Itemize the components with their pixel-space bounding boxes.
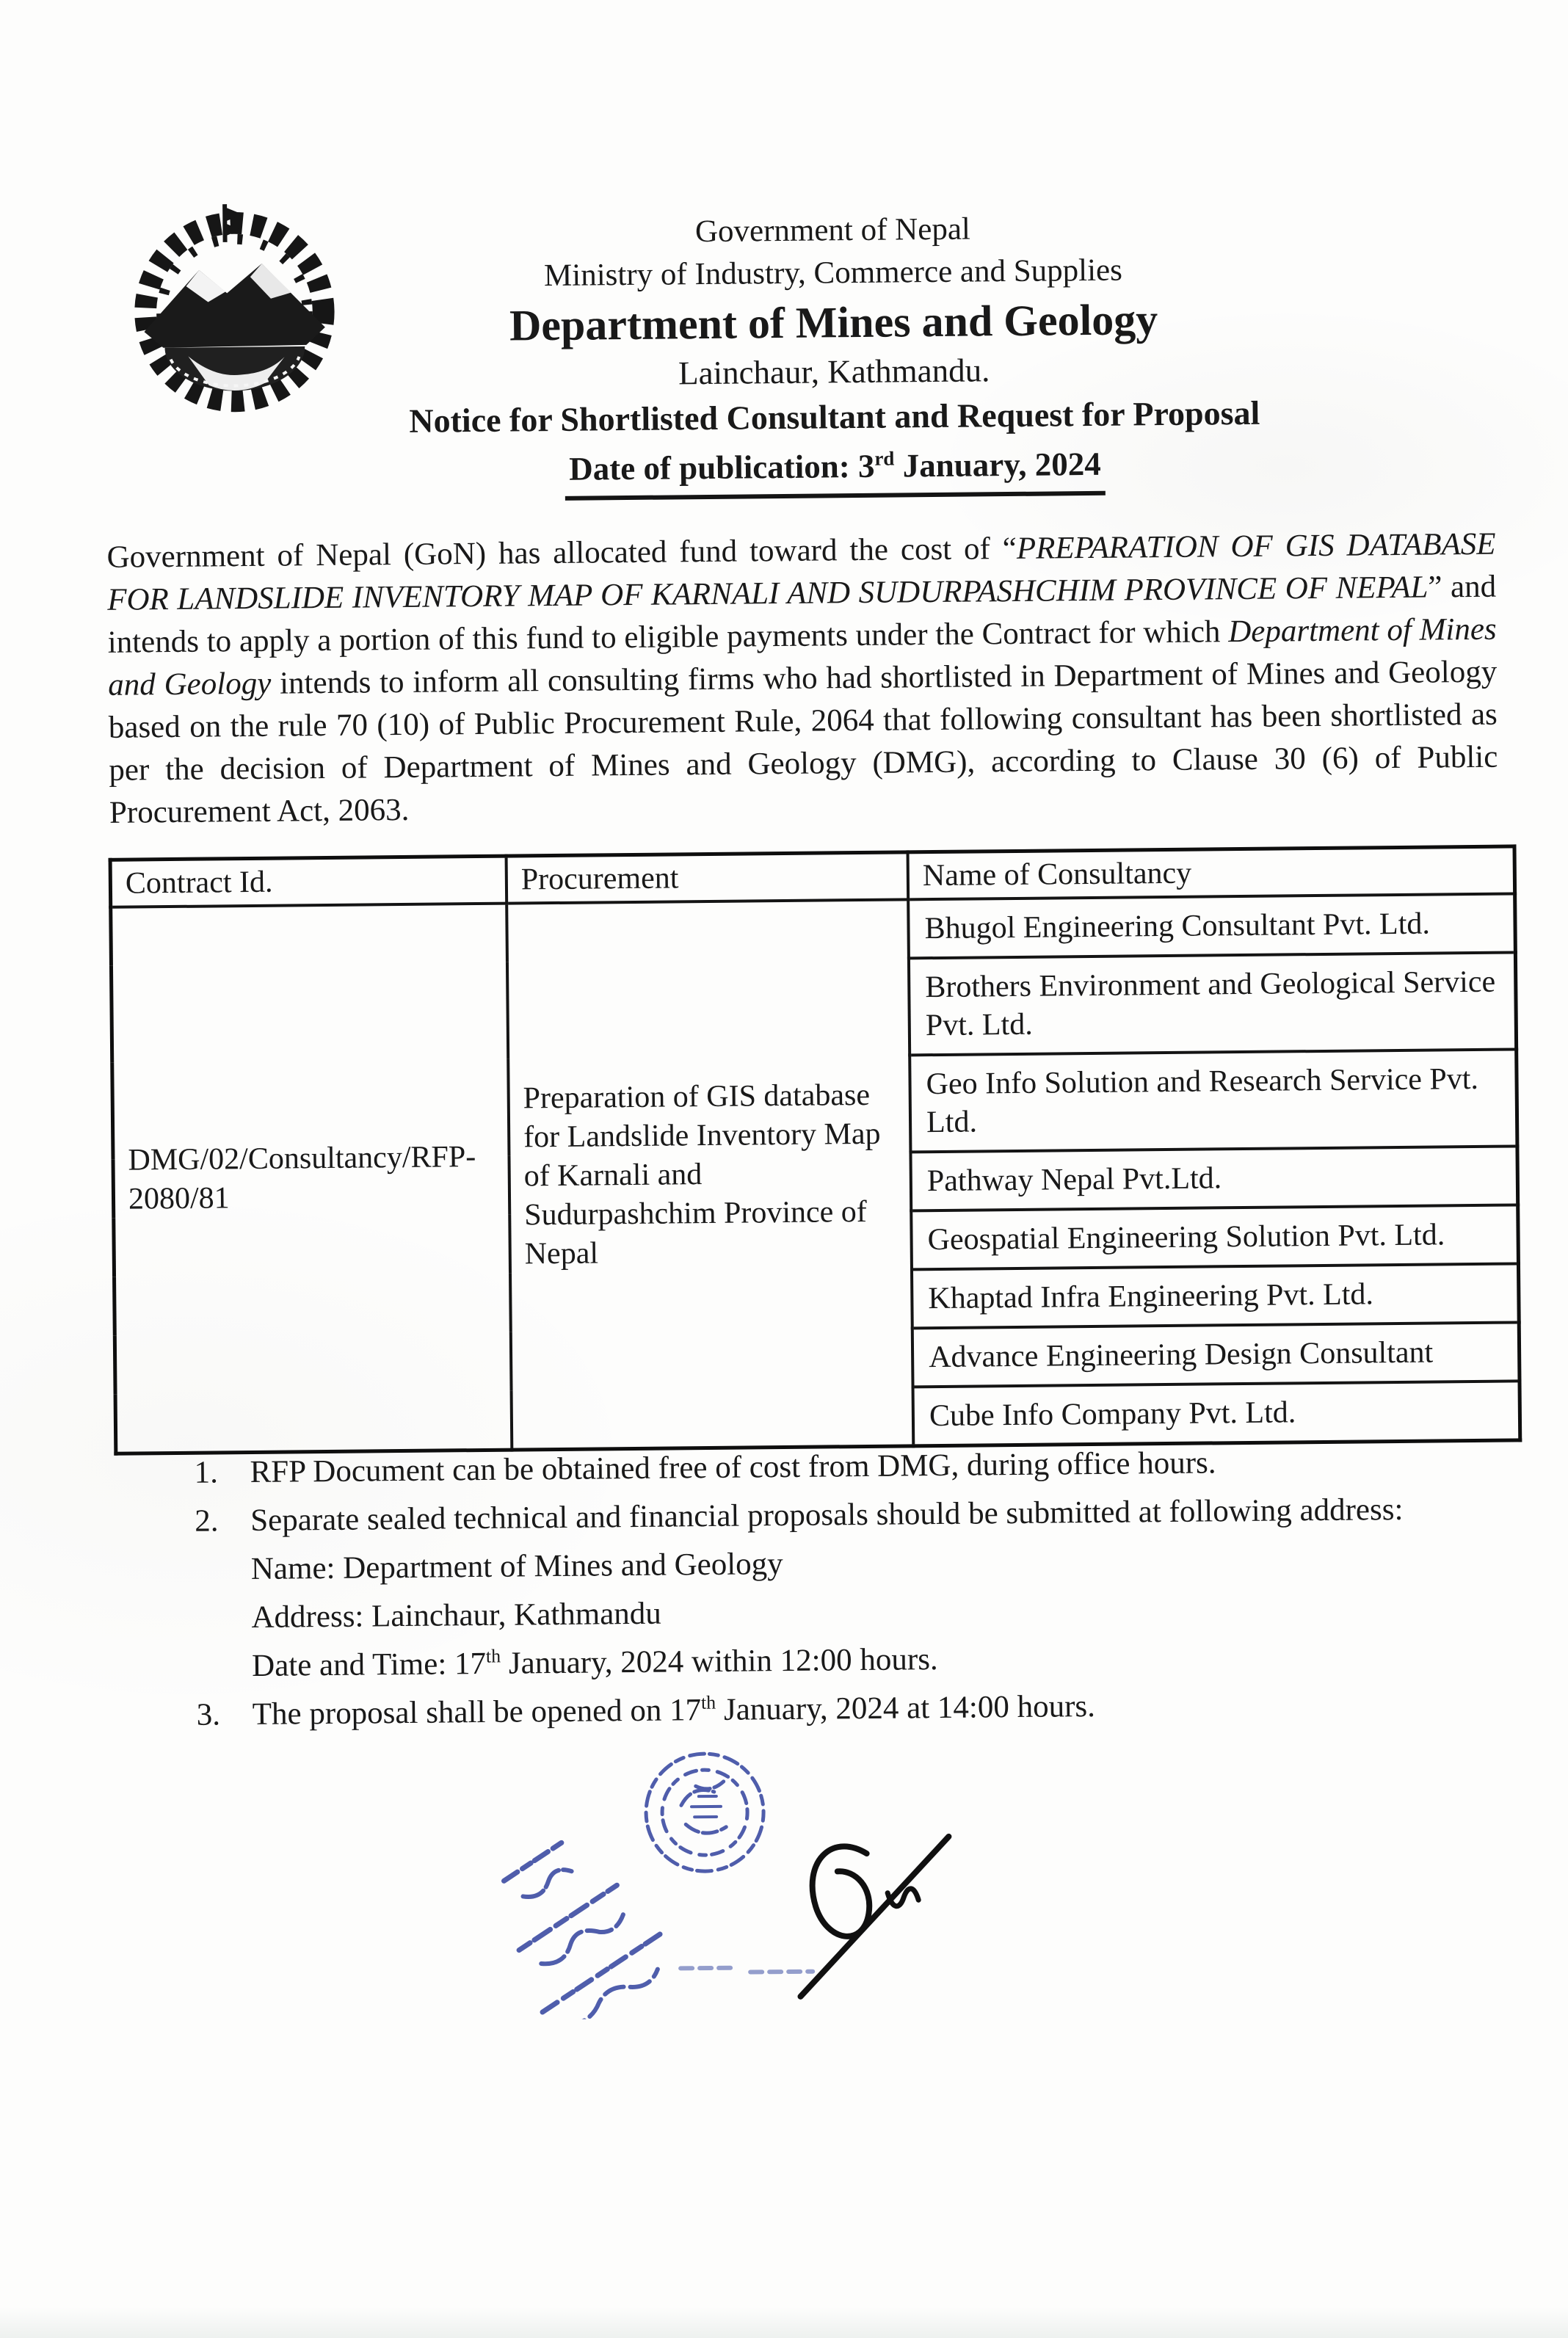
stamp-and-signature bbox=[454, 1721, 986, 2020]
letterhead bbox=[133, 203, 1535, 504]
department-name-italic: Department of Mines and Geology bbox=[108, 611, 1497, 703]
consultant-cell: Geo Info Solution and Research Service Pvt. Ltd. bbox=[910, 1049, 1517, 1152]
publication-prefix: Date of publication: 3 bbox=[568, 447, 875, 487]
publication-date-line bbox=[135, 436, 1535, 504]
official-stamp bbox=[454, 1721, 986, 2020]
consultant-cell: Khaptad Infra Engineering Pvt. Ltd. bbox=[912, 1263, 1519, 1328]
note-marker: 2. bbox=[195, 1503, 219, 1539]
paragraph-segment: Government of Nepal (GoN) has allocated fund toward the cost of “ bbox=[106, 531, 1017, 575]
ministry-line: Ministry of Industry, Commerce and Supplies bbox=[543, 253, 1123, 294]
paragraph-segment: ” and intends to apply a portion of this fund to eligible payments under the Contract for which bbox=[107, 569, 1497, 660]
government-line: Government of Nepal bbox=[694, 211, 971, 250]
col-header-consultancy: Name of Consultancy bbox=[908, 846, 1515, 899]
col-header-procurement: Procurement bbox=[507, 852, 909, 904]
publication-ordinal: rd bbox=[874, 447, 895, 470]
consultant-cell: Advance Engineering Design Consultant bbox=[912, 1322, 1520, 1387]
note-marker: 1. bbox=[194, 1455, 219, 1490]
note-text: RFP Document can be obtained free of cost from DMG, during office hours. bbox=[250, 1445, 1216, 1490]
datetime-ordinal: th bbox=[485, 1645, 501, 1667]
paragraph-segment: intends to inform all consulting firms who had shortlisted in Department of Mines and Geology based on the rule 70 (10) of Public Procurement Rule, 2064 that following consultant has been shortlisted as per the decision of Department of Mines and Geology (DMG), according to Clause 30 (6) of Public Procurement Act, 2063. bbox=[108, 654, 1498, 830]
signature bbox=[799, 1837, 950, 1997]
consultant-cell: Bhugol Engineering Consultant Pvt. Ltd. bbox=[908, 893, 1515, 958]
datetime-prefix: Date and Time: 17 bbox=[251, 1646, 487, 1684]
consultant-cell: Cube Info Company Pvt. Ltd. bbox=[913, 1381, 1520, 1445]
col-header-contract-id: Contract Id. bbox=[110, 856, 507, 907]
consultant-cell: Pathway Nepal Pvt.Ltd. bbox=[911, 1146, 1518, 1210]
note-marker: 3. bbox=[196, 1697, 221, 1732]
blue-ink-stamp bbox=[469, 1753, 813, 2021]
submission-address-line: Address: Lainchaur, Kathmandu bbox=[251, 1596, 662, 1635]
consultant-cell: Brothers Environment and Geological Service Pvt. Ltd. bbox=[909, 952, 1517, 1055]
address-line: Lainchaur, Kathmandu. bbox=[678, 352, 990, 392]
project-title-text: PREPARATION OF GIS DATABASE FOR LANDSLIDE INVENTORY MAP OF KARNALI AND SUDURPASHCHIM PROVINCE OF NEPAL bbox=[106, 526, 1496, 617]
shortlist-table bbox=[109, 844, 1522, 1455]
publication-rest: January, 2024 bbox=[894, 445, 1101, 484]
contract-id-cell: DMG/02/Consultancy/RFP-2080/81 bbox=[111, 904, 512, 1454]
submission-name-line: Name: Department of Mines and Geology bbox=[250, 1547, 783, 1587]
procurement-cell: Preparation of GIS database for Landslide Inventory Map of Karnali and Sudurpashchim Province of Nepal bbox=[507, 899, 913, 1450]
consultant-cell: Geospatial Engineering Solution Pvt. Ltd. bbox=[911, 1205, 1518, 1269]
note-text: Separate sealed technical and financial proposals should be submitted at following address: bbox=[250, 1492, 1404, 1539]
notice-paragraph bbox=[106, 523, 1498, 835]
notice-title: Notice for Shortlisted Consultant and Request for Proposal bbox=[409, 393, 1260, 440]
datetime-rest: January, 2024 within 12:00 hours. bbox=[500, 1642, 938, 1681]
opening-ordinal: th bbox=[700, 1691, 716, 1713]
opening-rest: January, 2024 at 14:00 hours. bbox=[715, 1688, 1096, 1727]
opening-prefix: The proposal shall be opened on 17 bbox=[252, 1693, 702, 1732]
notes-list bbox=[194, 1436, 1518, 1739]
shortlist-table-wrapper bbox=[109, 844, 1522, 1455]
department-title: Department of Mines and Geology bbox=[509, 295, 1158, 350]
